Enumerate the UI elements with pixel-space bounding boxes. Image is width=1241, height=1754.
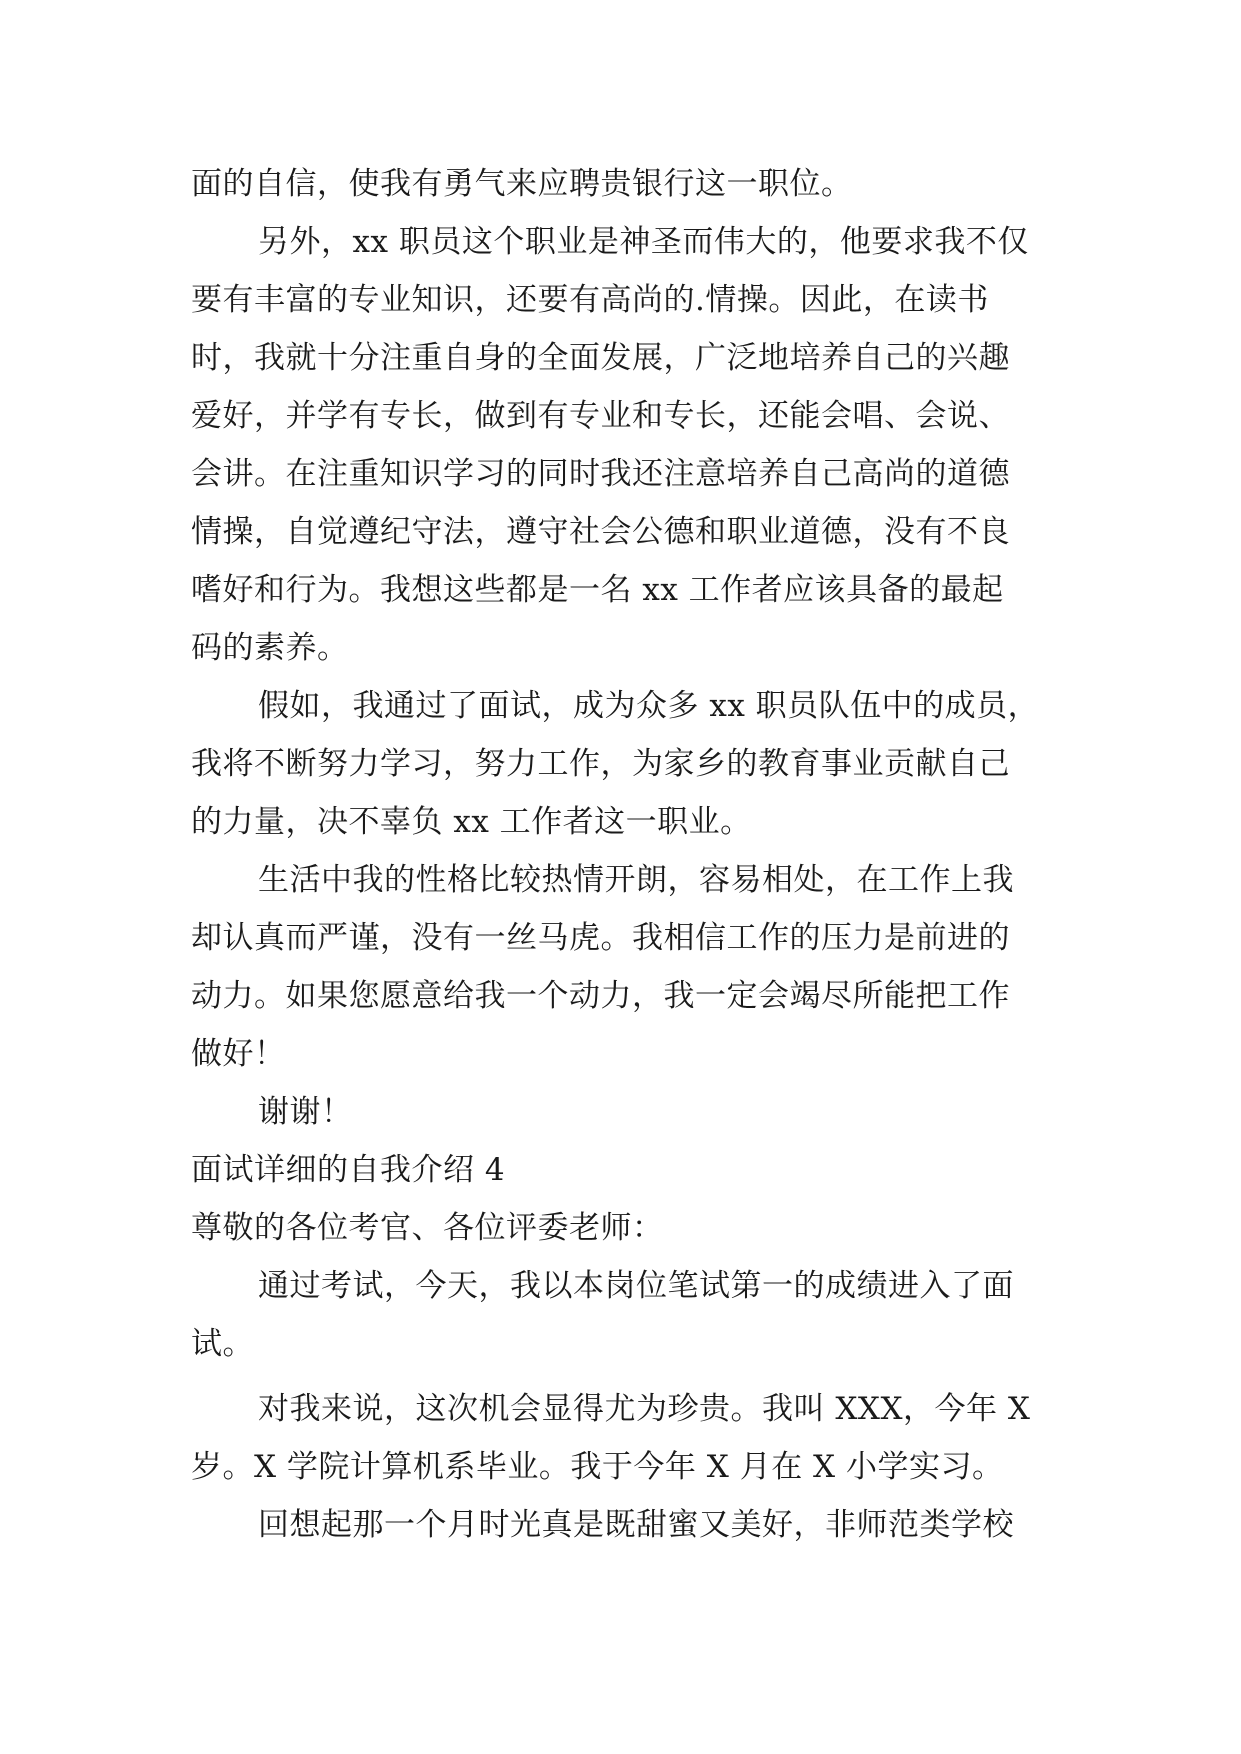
text-line: 时，我就十分注重自身的全面发展，广泛地培养自己的兴趣 bbox=[191, 340, 1010, 376]
text-line: 嗜好和行为。我想这些都是一名 xx 工作者应该具备的最起 bbox=[191, 572, 1004, 608]
text-line: 岁。X 学院计算机系毕业。我于今年 X 月在 X 小学实习。 bbox=[191, 1449, 1004, 1485]
text-line: 会讲。在注重知识学习的同时我还注意培养自己高尚的道德 bbox=[191, 456, 1010, 492]
paragraph-start-line: 回想起那一个月时光真是既甜蜜又美好，非师范类学校 bbox=[258, 1507, 1014, 1543]
text-line: 要有丰富的专业知识，还要有高尚的.情操。因此，在读书 bbox=[191, 282, 989, 318]
text-line: 做好！ bbox=[191, 1036, 286, 1072]
text-line: 面的自信，使我有勇气来应聘贵银行这一职位。 bbox=[191, 166, 853, 202]
text-line: 爱好，并学有专长，做到有专业和专长，还能会唱、会说、 bbox=[191, 398, 1010, 434]
paragraph-start-line: 另外，xx 职员这个职业是神圣而伟大的，他要求我不仅 bbox=[258, 224, 1029, 260]
paragraph-start-line: 对我来说，这次机会显得尤为珍贵。我叫 XXX，今年 X bbox=[258, 1391, 1031, 1427]
text-line: 试。 bbox=[191, 1326, 254, 1362]
salutation: 尊敬的各位考官、各位评委老师： bbox=[191, 1210, 664, 1246]
paragraph-start-line: 生活中我的性格比较热情开朗，容易相处，在工作上我 bbox=[258, 862, 1014, 898]
text-line: 我将不断努力学习，努力工作，为家乡的教育事业贡献自己 bbox=[191, 746, 1010, 782]
paragraph-start-line: 通过考试，今天，我以本岗位笔试第一的成绩进入了面 bbox=[258, 1268, 1014, 1304]
section-heading: 面试详细的自我介绍 4 bbox=[191, 1152, 506, 1188]
text-line: 的力量，决不辜负 xx 工作者这一职业。 bbox=[191, 804, 752, 840]
text-line: 却认真而严谨，没有一丝马虎。我相信工作的压力是前进的 bbox=[191, 920, 1010, 956]
paragraph-start-line: 假如，我通过了面试，成为众多 xx 职员队伍中的成员， bbox=[258, 688, 1040, 724]
text-line: 码的素养。 bbox=[191, 630, 349, 666]
paragraph-start-line: 谢谢！ bbox=[258, 1094, 353, 1130]
text-line: 动力。如果您愿意给我一个动力，我一定会竭尽所能把工作 bbox=[191, 978, 1010, 1014]
text-line: 情操，自觉遵纪守法，遵守社会公德和职业道德，没有不良 bbox=[191, 514, 1010, 550]
